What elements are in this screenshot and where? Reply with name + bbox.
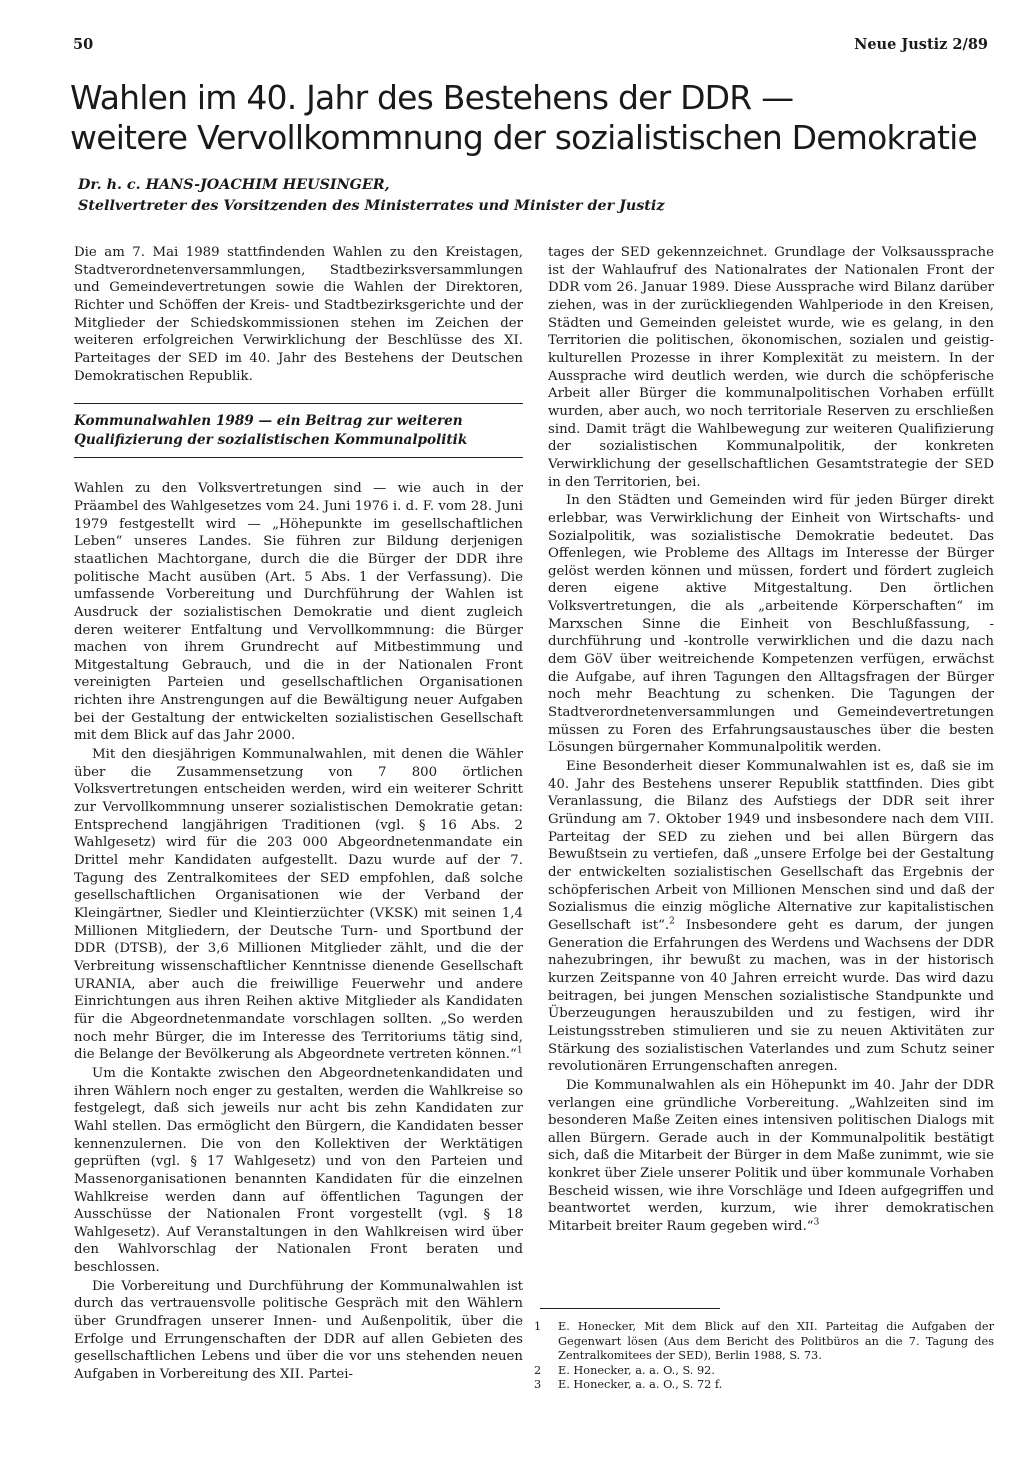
- section-heading-line-2: Qualifizierung der sozialistischen Kommunalpolitik: [74, 432, 468, 449]
- footnote-number: 3: [534, 1378, 542, 1391]
- footnote: [534, 1320, 994, 1364]
- body-paragraph: [548, 758, 994, 1076]
- article-title-line-1: Wahlen im 40. Jahr des Bestehens der DDR —: [70, 78, 794, 117]
- page-number: 50: [73, 36, 94, 53]
- footnote-number: 2: [534, 1363, 542, 1377]
- article-title-line-2: weitere Vervollkommnung der sozialistischen Demokratie: [70, 118, 978, 157]
- footnotes: [534, 1320, 994, 1393]
- footnote-ref: 3: [813, 1217, 820, 1228]
- footnote-number: 1: [534, 1320, 542, 1333]
- footnote-divider: [540, 1308, 720, 1309]
- body-paragraph: tages der SED gekennzeichnet. Grundlage der Volksaussprache ist der Wahlaufruf des Nationalrates der Nationalen Front der DDR vom 26. Januar 1989. Diese Aussprache wird Bilanz darüber ziehen, was in der zurückliegenden Wahlperiode in den Kreisen, Städten und Gemeinden geleistet wurde, wie es gelang, in den Territorien die politischen, ökonomischen, sozialen und geistig-kulturellen Prozesse in ihrer Komplexität zu meistern. In der Aussprache wird deutlich werden, wie durch die schöpferische Arbeit aller Bürger die kommunalpolitischen Vorhaben erfüllt wurden, aber auch, wo noch territoriale Reserven zu erschließen sind. Damit trägt die Wahlbewegung zur weiteren Qualifizierung der sozialistischen Kommunalpolitik, der konkreten Verwirklichung der gesellschaftlichen Gesamtstrategie der SED in den Territorien, bei.: [548, 245, 994, 490]
- paragraph-text: Mit den diesjährigen Kommunalwahlen, mit denen die Wähler über die Zusammensetzung von 7 800 örtlichen Volksvertretungen entscheiden werden, wird ein weiterer Schritt zur Vervollkommnung unserer sozialistischen Demokratie getan: Entsprechend langjährigen Traditionen (vgl. § 16 Abs. 2 Wahlgesetz) wird für die 203 000 Abgeordnetenmandate ein Drittel mehr Kandidaten aufgestellt. Dazu wurde auf der 7. Tagung des Zentralkomitees der SED empfohlen, daß solche gesellschaftlichen Organisationen wie der Verband der Kleingärtner, Siedler und Kleintierzüchter (VKSK) mit seinen 1,4 Millionen Mitgliedern, der Deutsche Turn- und Sportbund der DDR (DTSB), der 3,6 Millionen Mitglieder zählt, und die der Verbreitung wissenschaftlicher Kenntnisse dienende Gesellschaft URANIA, aber auch die freiwillige Feuerwehr und andere Einrichtungen aus ihren Reihen aktive Mitglieder als Kandidaten für die Abgeordnetenmandate vorschlagen sollten. „So werden noch mehr Bürger, die im Interesse des Territoriums tätig sind, die Belange der Bevölkerung als Abgeordnete vertreten können.“: [74, 747, 523, 1063]
- author-block: [78, 175, 664, 217]
- author-name: Dr. h. c. HANS-JOACHIM HEUSINGER,: [78, 177, 390, 193]
- body-paragraph: Wahlen zu den Volksvertretungen sind — wie auch in der Präambel des Wahlgesetzes vom 24. Juni 1976 i. d. F. vom 28. Juni 1979 festgestellt wird — „Höhepunkte im gesellschaftlichen Leben“ unseres Landes. Sie führen zur Bildung derjenigen staatlichen Machtorgane, durch die die Bürger der DDR ihre politische Macht ausüben (Art. 5 Abs. 1 der Verfassung). Die umfassende Vorbereitung und Durchführung der Wahlen ist Ausdruck der sozialistischen Demokratie und dient zugleich deren weiterer Entfaltung und Vervollkommnung: die Bürger machen von ihrem Grundrecht auf Mitbestimmung und Mitgestaltung Gebrauch, und die in der Nationalen Front vereinigten Parteien und gesellschaftlichen Organisationen richten ihre Anstrengungen auf die Bewältigung neuer Aufgaben bei der Gestaltung der entwickelten sozialistischen Gesellschaft mit dem Blick auf das Jahr 2000.: [74, 481, 523, 744]
- body-paragraph: [548, 1077, 994, 1236]
- body-paragraph: Um die Kontakte zwischen den Abgeordnetenkandidaten und ihren Wählern noch enger zu gestalten, werden die Wahlkreise so festgelegt, daß sich jeweils nur acht bis zehn Kandidaten zur Wahl stellen. Das ermöglicht den Bürgern, die Kandidaten besser kennenzulernen. Die von den Kollektiven der Werktätigen geprüften (vgl. § 17 Wahlgesetz) und von den Parteien und Massenorganisationen benannten Kandidaten für die einzelnen Wahlkreise werden dann auf öffentlichen Tagungen der Ausschüsse der Nationalen Front vorgestellt (vgl. § 18 Wahlgesetz). Auf Veranstaltungen in den Wahlkreisen wird über den Wahlvorschlag der Nationalen Front beraten und beschlossen.: [74, 1065, 523, 1276]
- footnote-text: E. Honecker, a. a. O., S. 92.: [558, 1363, 715, 1377]
- body-paragraph: In den Städten und Gemeinden wird für jeden Bürger direkt erlebbar, was Verwirklichung der Einheit von Wirtschafts- und Sozialpolitik, was sozialistische Demokratie bedeutet. Das Offenlegen, wie Probleme des Alltags im Interesse der Bürger gelöst werden können und müssen, fordert und fördert zugleich deren eigene aktive Mitgestaltung. Den örtlichen Volksvertretungen, die als „arbeitende Körperschaften“ im Marxschen Sinne die Einheit von Beschlußfassung, -durchführung und -kontrolle verwirklichen und die dazu nach dem GöV über weitreichende Kompetenzen verfügen, erwächst die Aufgabe, auf ihren Tagungen den Alltagsfragen der Bürger noch mehr Beachtung zu schenken. Die Tagungen der Stadtverordnetenversammlungen und Gemeindevertretungen müssen zu Foren des Erfahrungsaustausches über die besten Lösungen bürgernaher Kommunalpolitik werden.: [548, 493, 994, 756]
- section-heading-line-1: Kommunalwahlen 1989 — ein Beitrag zur weiteren: [74, 413, 463, 430]
- article-title: [70, 78, 978, 158]
- paragraph-text: Insbesondere geht es darum, der jungen Generation die Erfahrungen des Werdens und Wachsens der DDR nahezubringen, ihr bewußt zu machen, was in der historisch kurzen Zeitspanne von 40 Jahren erreicht wurde. Das wird dazu beitragen, bei jungen Menschen sozialistische Standpunkte und Überzeugungen herauszubilden und zu festigen, wird ihr Leistungsstreben stimulieren und sie zu neuen Aktivitäten zur Stärkung des sozialistischen Vaterlandes und zum Schutz seiner revolutionären Errungenschaften anregen.: [548, 917, 994, 1075]
- section-heading: [74, 403, 523, 458]
- footnote: [534, 1378, 994, 1393]
- paragraph-text: Die Kommunalwahlen als ein Höhepunkt im 40. Jahr der DDR verlangen eine gründliche Vorbereitung. „Wahlzeiten sind im besonderen Maße Zeiten eines intensiven politischen Dialogs mit allen Bürgern. Gerade auch in der Kommunalpolitik bestätigt sich, daß die Mitarbeit der Bürger in dem Maße zunimmt, wie sie konkret über Ziele unserer Politik und über kommunale Vorhaben Bescheid wissen, wie ihre Vorschläge und Ideen aufgegriffen und beantwortet werden, kurzum, wie ihrer demokratischen Mitarbeit breiter Raum gegeben wird.“: [548, 1077, 994, 1235]
- left-column: [74, 244, 523, 1384]
- footnote-text: E. Honecker, a. a. O., S. 72 f.: [558, 1378, 723, 1391]
- footnote-ref: 1: [516, 1045, 523, 1056]
- journal-issue: Neue Justiz 2/89: [854, 36, 988, 53]
- body-paragraph: Die Vorbereitung und Durchführung der Kommunalwahlen ist durch das vertrauensvolle politische Gespräch mit den Wählern über Grundfragen unserer Innen- und Außenpolitik, über die Erfolge und Errungenschaften der DDR auf allen Gebieten des gesellschaftlichen Lebens und über die vor uns stehenden neuen Aufgaben in Vorbereitung des XII. Partei-: [74, 1278, 523, 1383]
- author-role: Stellvertreter des Vorsitzenden des Ministerrates und Minister der Justiz: [78, 198, 665, 214]
- intro-paragraph: Die am 7. Mai 1989 stattfindenden Wahlen zu den Kreistagen, Stadtverordnetenversammlungen, Stadtbezirksversammlungen und Gemeindevertretungen sowie die Wahlen der Direktoren, Richter und Schöffen der Kreis- und Stadtbezirksgerichte und der Mitglieder der Schiedskommissionen stehen im Zeichen der weiteren erfolgreichen Verwirklichung der Beschlüsse des XI. Parteitages der SED im 40. Jahr des Bestehens der Deutschen Demokratischen Republik.: [74, 245, 523, 384]
- body-paragraph: [74, 746, 523, 1064]
- right-column: [548, 244, 994, 1236]
- paragraph-text: Eine Besonderheit dieser Kommunalwahlen ist es, daß sie im 40. Jahr des Bestehens unserer Republik stattfinden. Dies gibt Veranlassung, die Bilanz des Aufstiegs der DDR seit ihrer Gründung am 7. Oktober 1949 und insbesondere nach dem VIII. Parteitag der SED zu ziehen und bei allen Bürgern das Bewußtsein zu vertiefen, daß „unsere Erfolge bei der Gestaltung der entwickelten sozialistischen Gesellschaft das Ergebnis der schöpferischen Arbeit von Millionen Menschen sind und daß der Sozialismus die einzig mögliche Alternative zur kapitalistischen Gesellschaft ist“.: [548, 759, 994, 933]
- footnote: [534, 1364, 994, 1379]
- footnote-ref: 2: [669, 916, 675, 927]
- footnote-text: E. Honecker, Mit dem Blick auf den XII. Parteitag die Aufgaben der Gegenwart lösen (Aus dem Bericht des Politbüros an die 7. Tagung des Zentralkomitees der SED), Berlin 1988, S. 73.: [558, 1320, 994, 1362]
